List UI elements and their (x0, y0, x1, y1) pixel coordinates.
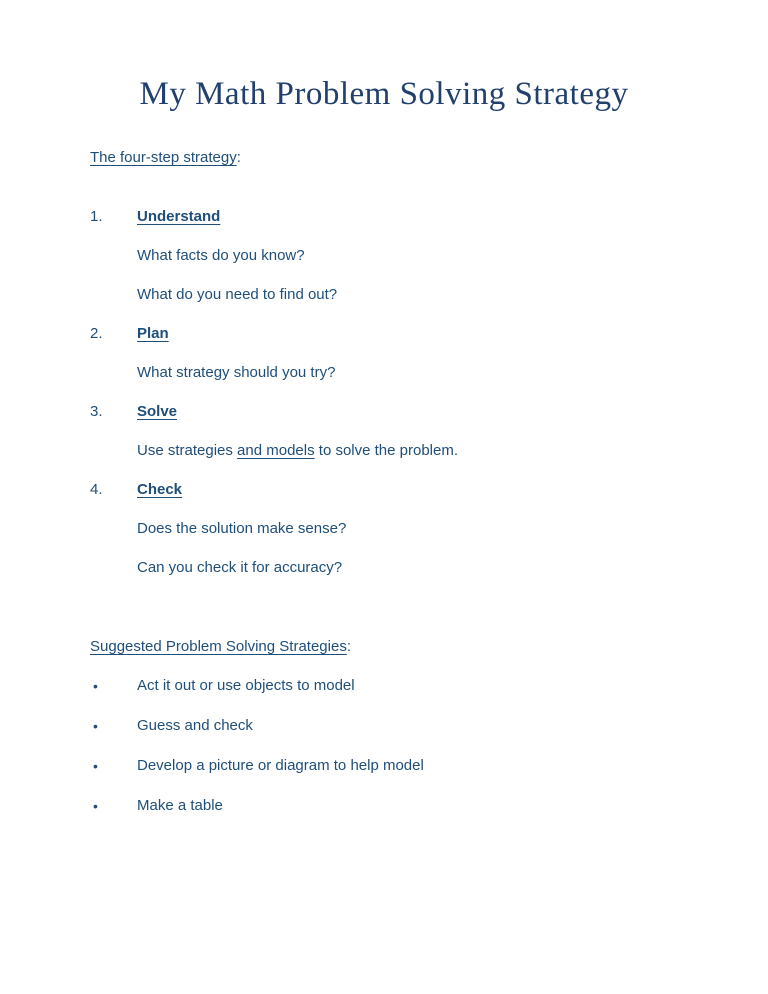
step-title-check: Check (137, 481, 183, 498)
bullet-icon: • (93, 718, 98, 734)
section2-heading: Suggested Problem Solving Strategies (90, 638, 347, 655)
step-number: 4. (90, 481, 103, 498)
step-title-understand: Understand (137, 208, 221, 225)
step-title-solve: Solve (137, 403, 178, 420)
step-line-pre: Use strategies (137, 442, 238, 459)
section1-heading: The four-step strategy (90, 149, 237, 166)
section1-heading-colon: : (236, 149, 241, 166)
bullet-icon: • (93, 758, 98, 774)
bullet-item (90, 786, 678, 826)
step-line: What facts do you know? (137, 247, 305, 264)
bullet-text: Act it out or use objects to model (137, 677, 355, 694)
step-line: What do you need to find out? (137, 286, 338, 303)
step-line-post: to solve the problem. (314, 442, 459, 459)
bullet-item (90, 746, 678, 786)
list-item-step-4 (90, 470, 678, 509)
step-line-underlined: and models (237, 442, 315, 459)
list-item-step-2 (90, 314, 678, 353)
list-item-step-1 (90, 197, 678, 236)
bullet-icon: • (93, 798, 98, 814)
step-number: 3. (90, 403, 103, 420)
bullet-icon: • (93, 678, 98, 694)
bullet-text: Guess and check (137, 717, 253, 734)
step-line (137, 431, 678, 470)
list-item-step-3 (90, 392, 678, 431)
bullet-item (90, 706, 678, 746)
step-line: What strategy should you try? (137, 364, 336, 381)
bullet-text: Develop a picture or diagram to help model (137, 757, 424, 774)
section2-heading-line (90, 627, 678, 666)
section1-heading-line (90, 138, 678, 177)
step-number: 2. (90, 325, 103, 342)
step-title-plan: Plan (137, 325, 169, 342)
step-number: 1. (90, 208, 103, 225)
section2-heading-colon: : (346, 638, 351, 655)
page-title: My Math Problem Solving Strategy (139, 76, 629, 112)
step-line: Can you check it for accuracy? (137, 559, 343, 576)
step-line: Does the solution make sense? (137, 520, 347, 537)
bullet-text: Make a table (137, 797, 223, 814)
bullet-item (90, 666, 678, 706)
